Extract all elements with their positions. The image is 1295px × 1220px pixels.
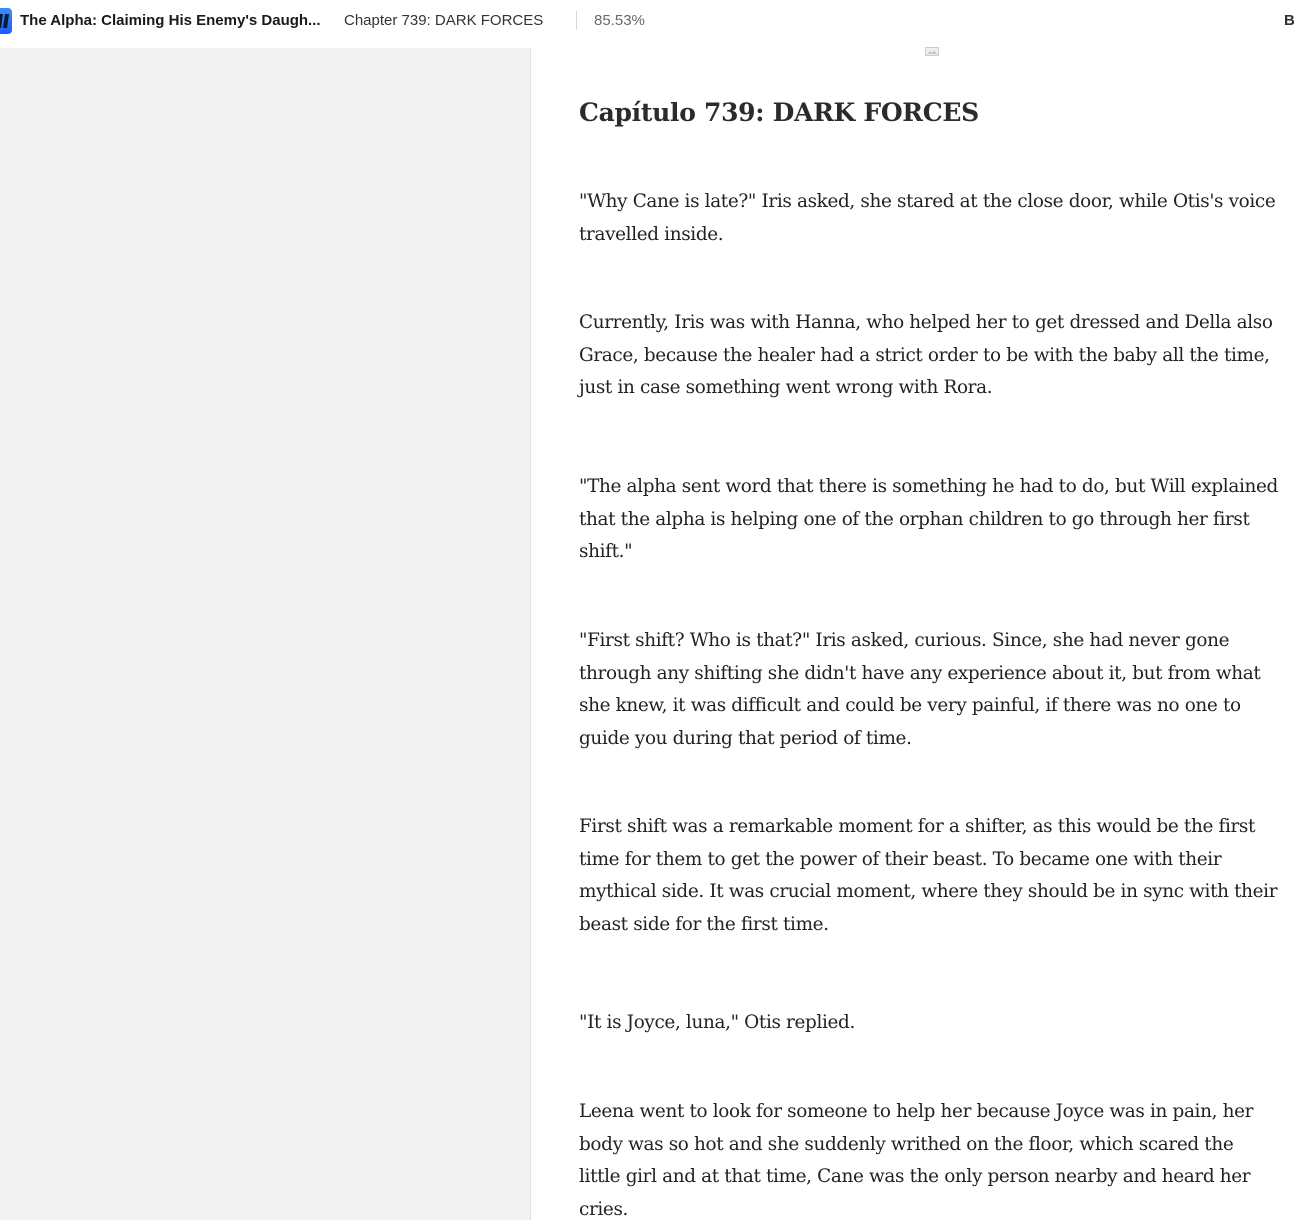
chapter-paragraph: "It is Joyce, luna," Otis replied.	[579, 1012, 855, 1033]
top-bar-edge-button[interactable]: B	[1284, 12, 1295, 29]
left-side-panel	[0, 48, 531, 1220]
chapter-paragraph: "Why Cane is late?" Iris asked, she stared at the close door, while Otis's voice travelled inside.	[579, 191, 1276, 245]
reader-top-bar	[0, 0, 1295, 42]
chapter-heading: Capítulo 739: DARK FORCES	[579, 98, 979, 127]
chapter-paragraph: First shift was a remarkable moment for a shifter, as this would be the first time for them to get the power of their beast. To became one with their mythical side. It was crucial moment, where they should be in sync with their beast side for the first time.	[579, 816, 1278, 935]
divider	[576, 11, 577, 30]
broken-image-icon	[925, 47, 939, 56]
chapter-paragraph: "First shift? Who is that?" Iris asked, curious. Since, she had never gone through any shifting she didn't have any experience about it, but from what she knew, it was difficult and could be very painful, if there was no one to guide you during that period of time.	[579, 630, 1261, 749]
chapter-paragraph: "The alpha sent word that there is something he had to do, but Will explained that the alpha is helping one of the orphan children to go through her first shift."	[579, 476, 1278, 562]
reading-progress: 85.53%	[594, 12, 645, 29]
logo-mark-icon	[0, 13, 9, 29]
book-title[interactable]: The Alpha: Claiming His Enemy's Daugh...	[20, 12, 321, 29]
app-logo-icon[interactable]	[0, 8, 12, 34]
chapter-paragraph: Leena went to look for someone to help her because Joyce was in pain, her body was so hot and she suddenly writhed on the floor, which scared the little girl and at that time, Cane was the only person nearby and heard her cries.	[579, 1101, 1254, 1220]
chapter-paragraph: Currently, Iris was with Hanna, who helped her to get dressed and Della also Grace, because the healer had a strict order to be with the baby all the time, just in case something went wrong with Rora.	[579, 312, 1273, 398]
chapter-title[interactable]: Chapter 739: DARK FORCES	[344, 12, 544, 29]
